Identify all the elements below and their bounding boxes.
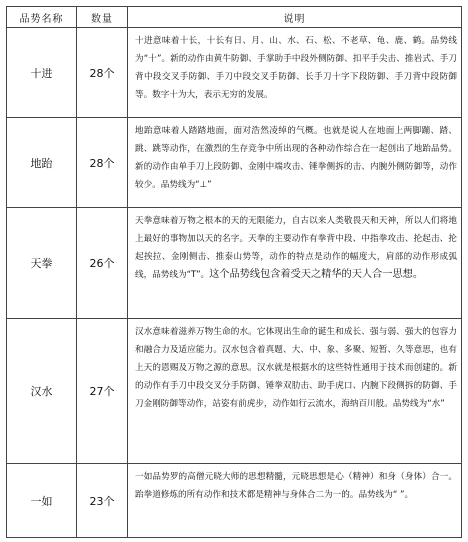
row-count: 28个 xyxy=(77,28,128,118)
row-count: 26个 xyxy=(77,208,128,319)
table-row xyxy=(7,208,462,319)
row-count: 23个 xyxy=(77,464,128,538)
taekwondo-poomsae-table-wrap xyxy=(6,6,461,538)
row-desc xyxy=(128,208,462,319)
row-desc-text-extra: 这个品势线包含着受天之精华的天人合一思想。 xyxy=(209,269,424,280)
row-desc-text: 十进意味着十长，十长有日、月、山、水、石、松、不老草、龟、鹿、鹤。品势线为“十”。新的动作由黄牛防御、手掌助手中段外侧防御、扣平手尖击、推岩式、手刀背中段交叉手防御、手刀中段交叉手防御、长手刀十字下段防御、手刀背中段防御等。数字十为大，表示无穷的发展。 xyxy=(135,36,457,100)
row-desc-text: 天拳意味着万物之根本的天的无限能力，自古以来人类敬畏天和天神，所以人们将地上最好的事物加以天的名字。天拳的主要动作有拳背中段、中指拳攻击、抡起击、抡起挨拉、金刚侧击、推泰山势等，动作的特点是动作的幅度大，肩部的动作形成弧线，品势线为“T”。 xyxy=(135,216,457,280)
row-desc xyxy=(128,28,462,118)
row-desc xyxy=(128,464,462,538)
header-row xyxy=(7,7,462,28)
row-name: 天拳 xyxy=(7,208,77,319)
table-row xyxy=(7,319,462,464)
row-count: 27个 xyxy=(77,319,128,464)
table-row xyxy=(7,118,462,208)
row-name: 十进 xyxy=(7,28,77,118)
row-desc-text: 汉水意味着滋养万物生命的水。它体现出生命的诞生和成长、强与弱、强大的包容力和融合力及适应能力。汉水包含着真题、大、中、象、多聚、短暂、久等意思，也有上天的恩赐及万物之源的意思。汉水就是根据水的这些特性通用于技术而创建的。新的动作有手刀中段交叉分手防御、锤拳双肋击、助手虎口、内腕下段侧拆的防御、手刀金刚防御等动作，站姿有前虎步，动作如行云流水，海纳百川般。品势线为“水” xyxy=(135,327,457,409)
row-desc-text: 一如品势罗的高僧元晓大师的思想精髓，元晓思想是心（精神）和身（身体）合一。跆拳道修炼的所有动作和技术都是精神与身体合二为一的。品势线为“ ”。 xyxy=(135,472,457,500)
row-count: 28个 xyxy=(77,118,128,208)
table-row xyxy=(7,28,462,118)
row-name: 地跆 xyxy=(7,118,77,208)
table-row xyxy=(7,464,462,538)
header-name: 品势名称 xyxy=(7,7,77,28)
row-name: 汉水 xyxy=(7,319,77,464)
header-desc: 说明 xyxy=(128,7,462,28)
header-count: 数量 xyxy=(77,7,128,28)
row-desc xyxy=(128,319,462,464)
row-desc-text: 地跆意味着人踏踏地面，面对浩然凌绰的气概。也就是说人在地面上两脚蹦、踏、跳、跳等动作，在激烈的生存竞争中所出现的各种动作综合在一起创出了地跆品势。新的动作由单手刀上段防御、金刚中端攻击、锤拳侧拆的击、内腕外侧防御等，动作较少。品势线为“⊥” xyxy=(135,126,457,190)
row-name: 一如 xyxy=(7,464,77,538)
poomsae-table xyxy=(6,6,462,538)
row-desc xyxy=(128,118,462,208)
